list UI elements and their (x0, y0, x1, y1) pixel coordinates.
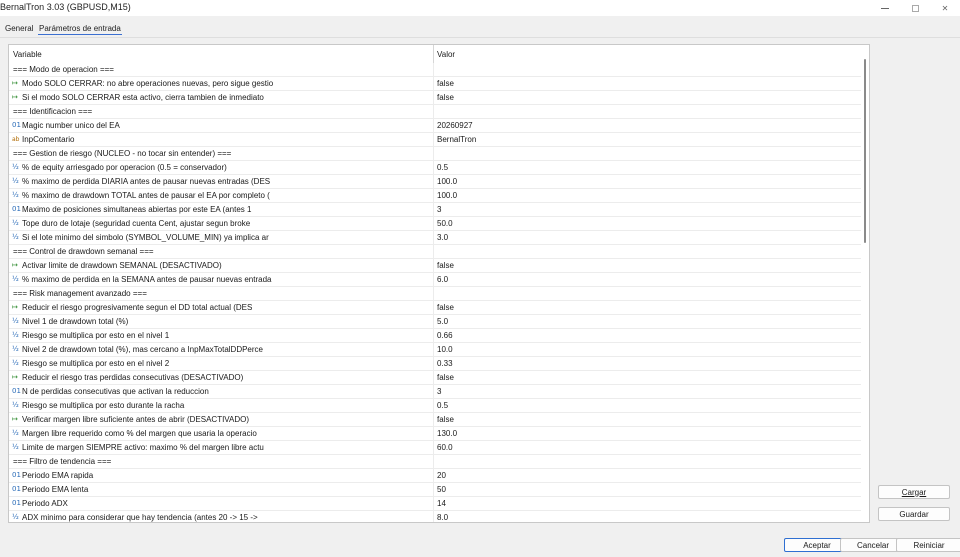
int-icon: 01 (12, 471, 21, 479)
parameter-row[interactable] (9, 77, 861, 91)
cell-separator (433, 259, 434, 273)
cell-separator (433, 301, 434, 315)
vertical-scrollbar[interactable] (861, 45, 869, 522)
string-icon: ab (12, 136, 20, 143)
int-icon: 01 (12, 121, 21, 129)
parameter-row[interactable] (9, 441, 861, 455)
parameter-name: % de equity arriesgado por operacion (0.5 = conservador) (22, 163, 227, 172)
parameter-name: Limite de margen SIEMPRE activo: maximo % del margen libre actu (22, 443, 264, 452)
parameter-name: Verificar margen libre suficiente antes de abrir (DESACTIVADO) (22, 415, 250, 424)
column-header-value[interactable]: Valor (437, 50, 456, 59)
parameter-name: Riesgo se multiplica por esto en el nivel 2 (22, 359, 170, 368)
double-icon: ½ (12, 177, 19, 185)
parameter-name: Nivel 2 de drawdown total (%), mas cercano a InpMaxTotalDDPerce (22, 345, 263, 354)
parameter-value[interactable]: 0.66 (437, 331, 453, 340)
cell-separator (433, 231, 434, 245)
parameter-row[interactable] (9, 483, 861, 497)
cell-separator (433, 147, 434, 161)
parameter-value[interactable]: 0.5 (437, 401, 449, 410)
cell-separator (433, 203, 434, 217)
grid-header (9, 45, 861, 64)
parameter-name: ADX minimo para considerar que hay tendencia (antes 20 -> 15 -> (22, 513, 258, 522)
parameter-value[interactable]: 3.0 (437, 233, 449, 242)
section-row[interactable] (9, 147, 861, 161)
parameter-name: === Modo de operacion === (13, 65, 114, 74)
cell-separator (433, 63, 434, 77)
parameter-name: % maximo de perdida DIARIA antes de pausar nuevas entradas (DES (22, 177, 271, 186)
bool-icon: ↦ (12, 261, 18, 269)
parameter-row[interactable] (9, 385, 861, 399)
parameter-value[interactable]: 5.0 (437, 317, 449, 326)
parameter-name: InpComentario (22, 135, 75, 144)
parameter-value[interactable]: 100.0 (437, 191, 458, 200)
grid-rows (9, 63, 861, 523)
accept-button-label: Aceptar (803, 540, 831, 550)
int-icon: 01 (12, 387, 21, 395)
parameter-name: === Identificacion === (13, 107, 93, 116)
double-icon: ½ (12, 359, 19, 367)
cell-separator (433, 455, 434, 469)
parameter-value[interactable]: 8.0 (437, 513, 449, 522)
cell-separator (433, 175, 434, 189)
parameter-row[interactable] (9, 371, 861, 385)
section-row[interactable] (9, 105, 861, 119)
bool-icon: ↦ (12, 415, 18, 423)
parameter-row[interactable] (9, 469, 861, 483)
parameter-row[interactable] (9, 343, 861, 357)
cell-separator (433, 315, 434, 329)
cell-separator (433, 385, 434, 399)
cell-separator (433, 357, 434, 371)
title-bar (0, 0, 960, 16)
parameter-value[interactable]: 60.0 (437, 443, 453, 452)
parameter-value[interactable]: 0.5 (437, 163, 449, 172)
save-button-label: Guardar (899, 509, 929, 519)
parameter-row[interactable] (9, 91, 861, 105)
tab-bar (0, 22, 960, 38)
parameter-value[interactable]: false (437, 415, 454, 424)
parameter-name: Margen libre requerido como % del margen que usaria la operacio (22, 429, 257, 438)
column-header-variable[interactable]: Variable (13, 50, 42, 59)
double-icon: ½ (12, 275, 19, 283)
int-icon: 01 (12, 485, 21, 493)
cell-separator (433, 77, 434, 91)
minimize-icon (881, 8, 889, 9)
load-button[interactable] (878, 485, 950, 499)
parameter-row[interactable] (9, 427, 861, 441)
parameter-row[interactable] (9, 413, 861, 427)
cell-separator (433, 427, 434, 441)
parameter-name: Periodo EMA rapida (22, 471, 94, 480)
cell-separator (433, 133, 434, 147)
parameter-name: Riesgo se multiplica por esto durante la racha (22, 401, 185, 410)
maximize-icon (912, 5, 919, 12)
cell-separator (433, 91, 434, 105)
double-icon: ½ (12, 331, 19, 339)
cell-separator (433, 497, 434, 511)
reset-button-label: Reiniciar (913, 540, 945, 550)
double-icon: ½ (12, 401, 19, 409)
parameter-row[interactable] (9, 161, 861, 175)
parameter-row[interactable] (9, 189, 861, 203)
int-icon: 01 (12, 205, 21, 213)
parameter-row[interactable] (9, 217, 861, 231)
parameter-name: Reducir el riesgo progresivamente segun el DD total actual (DES (22, 303, 253, 312)
parameter-value[interactable]: 50 (437, 485, 446, 494)
parameter-value[interactable]: false (437, 93, 454, 102)
cell-separator (433, 119, 434, 133)
cell-separator (433, 273, 434, 287)
double-icon: ½ (12, 233, 19, 241)
double-icon: ½ (12, 513, 19, 521)
parameter-value[interactable]: false (437, 79, 454, 88)
save-button[interactable] (878, 507, 950, 521)
section-row[interactable] (9, 287, 861, 301)
parameter-row[interactable] (9, 511, 861, 523)
cell-separator (433, 343, 434, 357)
load-button-label: Cargar (901, 487, 927, 497)
parameter-name: N de perdidas consecutivas que activan la reduccion (22, 387, 209, 396)
parameter-row[interactable] (9, 399, 861, 413)
parameter-row[interactable] (9, 203, 861, 217)
parameter-name: === Control de drawdown semanal === (13, 247, 154, 256)
double-icon: ½ (12, 191, 19, 199)
maximize-button[interactable] (900, 0, 930, 16)
cancel-button-label: Cancelar (856, 540, 889, 550)
section-row[interactable] (9, 63, 861, 77)
cell-separator (433, 329, 434, 343)
parameter-value[interactable]: 3 (437, 205, 442, 214)
parameter-value[interactable]: false (437, 303, 454, 312)
cell-separator (433, 189, 434, 203)
bool-icon: ↦ (12, 303, 18, 311)
close-icon: ✕ (941, 3, 949, 13)
parameters-grid (8, 44, 870, 523)
tab-divider (0, 37, 960, 38)
cell-separator (433, 399, 434, 413)
parameter-name: Nivel 1 de drawdown total (%) (22, 317, 129, 326)
cell-separator (433, 245, 434, 259)
double-icon: ½ (12, 219, 19, 227)
parameter-row[interactable] (9, 357, 861, 371)
int-icon: 01 (12, 499, 21, 507)
parameter-name: Periodo EMA lenta (22, 485, 89, 494)
cell-separator (433, 511, 434, 523)
scrollbar-thumb[interactable] (864, 59, 866, 243)
close-button[interactable] (930, 0, 960, 16)
parameter-row[interactable] (9, 315, 861, 329)
parameter-name: Activar limite de drawdown SEMANAL (DESACTIVADO) (22, 261, 222, 270)
bool-icon: ↦ (12, 93, 18, 101)
parameter-value[interactable]: false (437, 261, 454, 270)
cell-separator (433, 469, 434, 483)
parameter-value[interactable]: false (437, 373, 454, 382)
parameter-value[interactable]: BernalTron (437, 135, 477, 144)
parameter-value[interactable]: 20260927 (437, 121, 473, 130)
cell-separator (433, 441, 434, 455)
parameter-name: Si el modo SOLO CERRAR esta activo, cierra tambien de inmediato (22, 93, 264, 102)
parameter-value[interactable]: 0.33 (437, 359, 453, 368)
parameter-value[interactable]: 100.0 (437, 177, 458, 186)
parameter-row[interactable] (9, 119, 861, 133)
parameter-name: % maximo de drawdown TOTAL antes de pausar el EA por completo ( (22, 191, 270, 200)
cell-separator (433, 371, 434, 385)
parameter-row[interactable] (9, 329, 861, 343)
cell-separator (433, 413, 434, 427)
parameter-name: Reducir el riesgo tras perdidas consecutivas (DESACTIVADO) (22, 373, 244, 382)
bool-icon: ↦ (12, 79, 18, 87)
parameter-value[interactable]: 50.0 (437, 219, 453, 228)
double-icon: ½ (12, 345, 19, 353)
parameter-name: % maximo de perdida en la SEMANA antes de pausar nuevas entrada (22, 275, 272, 284)
double-icon: ½ (12, 163, 19, 171)
tab-input-parameters[interactable]: Parámetros de entrada (39, 24, 121, 33)
cell-separator (433, 217, 434, 231)
parameter-name: Maximo de posiciones simultaneas abiertas por este EA (antes 1 (22, 205, 252, 214)
column-separator[interactable] (433, 45, 434, 63)
cell-separator (433, 483, 434, 497)
parameter-value[interactable]: 6.0 (437, 275, 449, 284)
parameter-name: Si el lote minimo del simbolo (SYMBOL_VOLUME_MIN) ya implica ar (22, 233, 269, 242)
bool-icon: ↦ (12, 373, 18, 381)
parameter-row[interactable] (9, 259, 861, 273)
parameter-value[interactable]: 20 (437, 471, 446, 480)
parameter-name: === Filtro de tendencia === (13, 457, 112, 466)
parameter-value[interactable]: 3 (437, 387, 442, 396)
parameter-name: === Risk management avanzado === (13, 289, 147, 298)
cell-separator (433, 287, 434, 301)
minimize-button[interactable] (870, 0, 900, 16)
parameter-row[interactable] (9, 301, 861, 315)
parameter-row[interactable] (9, 231, 861, 245)
double-icon: ½ (12, 443, 19, 451)
parameter-name: Modo SOLO CERRAR: no abre operaciones nuevas, pero sigue gestio (22, 79, 274, 88)
parameter-name: === Gestion de riesgo (NUCLEO - no tocar sin entender) === (13, 149, 232, 158)
cell-separator (433, 105, 434, 119)
parameter-row[interactable] (9, 133, 861, 147)
parameter-value[interactable]: 10.0 (437, 345, 453, 354)
parameter-name: Riesgo se multiplica por esto en el nivel 1 (22, 331, 170, 340)
cell-separator (433, 161, 434, 175)
parameter-name: Tope duro de lotaje (seguridad cuenta Cent, ajustar segun broke (22, 219, 251, 228)
double-icon: ½ (12, 429, 19, 437)
section-row[interactable] (9, 455, 861, 469)
parameter-value[interactable]: 14 (437, 499, 446, 508)
double-icon: ½ (12, 317, 19, 325)
reset-button[interactable] (896, 538, 960, 552)
parameter-value[interactable]: 130.0 (437, 429, 458, 438)
section-row[interactable] (9, 245, 861, 259)
parameter-name: Magic number unico del EA (22, 121, 120, 130)
parameter-name: Periodo ADX (22, 499, 68, 508)
tab-general[interactable]: General (5, 24, 34, 33)
parameter-row[interactable] (9, 273, 861, 287)
window-title: BernalTron 3.03 (GBPUSD,M15) (0, 2, 131, 12)
parameter-row[interactable] (9, 497, 861, 511)
parameter-row[interactable] (9, 175, 861, 189)
